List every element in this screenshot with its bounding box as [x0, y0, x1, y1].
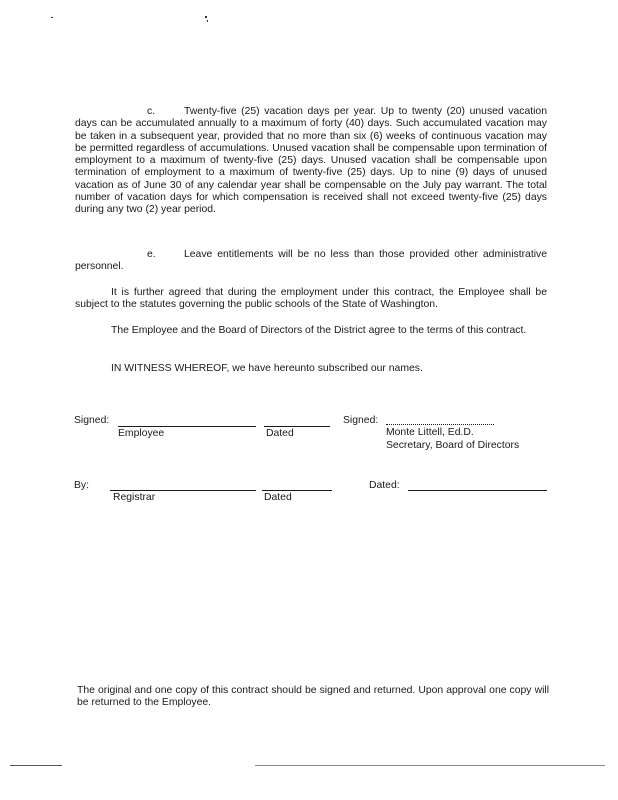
scan-edge-left: [10, 765, 62, 766]
section-c-paragraph: [75, 106, 547, 217]
dated-right-label: Dated:: [369, 480, 400, 491]
agree-terms-paragraph: [75, 325, 547, 337]
employee-label: Employee: [118, 428, 165, 439]
scan-edge-right: [255, 765, 605, 766]
signed-label-right: Signed:: [343, 415, 379, 426]
secretary-title: Secretary, Board of Directors: [386, 440, 520, 451]
scan-speck: [51, 17, 53, 18]
section-e-letter: e.: [147, 249, 156, 260]
section-e-text: Leave entitlements will be no less than those provided other administrative personnel.: [75, 249, 547, 273]
further-agreed-paragraph: [75, 287, 547, 312]
secretary-name: Monte Littell, Ed.D.: [386, 427, 474, 438]
dated-label-1: Dated: [266, 428, 294, 439]
board-date-line[interactable]: [408, 490, 547, 491]
by-label: By:: [74, 480, 90, 491]
scan-speck: [207, 20, 208, 22]
scan-speck: [205, 16, 207, 18]
section-c-letter: c.: [147, 106, 156, 117]
registrar-date-line[interactable]: [262, 490, 332, 491]
registrar-label: Registrar: [113, 492, 156, 503]
section-c-text: Twenty-five (25) vacation days per year. Up to twenty (20) unused vacation days can be accumulated annually to a maximum of forty (40) days. Such accumulated vacation may be taken in a subsequent year, provided that no more than six (6) weeks of continuous vacation may be permitted regardless of accumulations. Unused vacation shall be compensable upon termination of employment to a maximum of twenty-five (25) days. Unused vacation shall be compensable upon termination of employment to a maximum of twenty-five (25) days. Up to nine (9) days of unused vacation as of June 30 of any calendar year shall be compensable on the July pay warrant. The total number of vacation days for which compensation is received shall not exceed twenty-five (25) days during any two (2) year period.: [75, 106, 547, 216]
witness-text: IN WITNESS WHEREOF, we have hereunto subscribed our names.: [111, 363, 423, 374]
registrar-signature-line[interactable]: [110, 490, 256, 491]
witness-paragraph: [75, 363, 547, 375]
employee-date-line[interactable]: [264, 426, 330, 427]
section-e-paragraph: [75, 249, 547, 274]
dated-label-2: Dated: [264, 492, 292, 503]
secretary-signature-line[interactable]: [386, 424, 494, 425]
employee-signature-line[interactable]: [118, 426, 256, 427]
footer-note-text: The original and one copy of this contract should be signed and returned. Upon approval one copy will be returned to the Employee.: [77, 685, 549, 709]
further-agreed-text: It is further agreed that during the employment under this contract, the Employee shall be subject to the statutes governing the public schools of the State of Washington.: [75, 287, 547, 311]
footer-note: [77, 685, 549, 710]
signed-label-left: Signed:: [74, 415, 110, 426]
agree-terms-text: The Employee and the Board of Directors of the District agree to the terms of this contract.: [111, 325, 527, 336]
